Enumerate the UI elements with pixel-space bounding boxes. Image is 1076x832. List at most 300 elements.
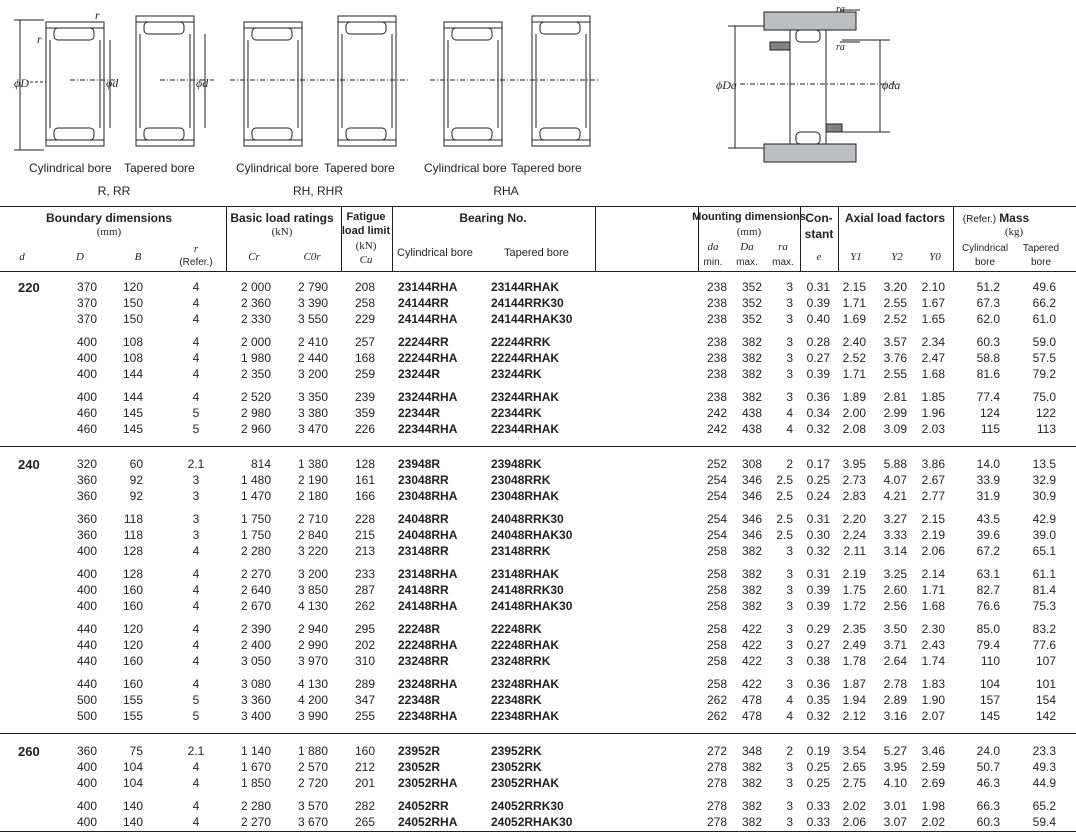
table-cell: 347 [354,693,375,707]
table-cell: 2.65 [842,760,866,774]
table-cell: 1.67 [921,296,945,310]
table-cell: 1 140 [240,744,271,758]
table-cell: 3 [786,799,793,813]
table-row [0,280,1076,296]
table-cell: 0.25 [806,760,830,774]
table-cell: 352 [741,312,762,326]
table-cell: 5 [192,693,200,707]
table-cell: 229 [354,312,375,326]
table-cell: 239 [354,390,375,404]
table-cell: 382 [741,390,762,404]
table-cell: 346 [741,528,762,542]
table-cell: 30.9 [1032,489,1056,503]
table-cell: 3 [192,489,200,503]
table-cell: 77.4 [976,390,1000,404]
header-y2: Y2 [891,251,903,263]
table-row-block [0,512,1076,560]
header-B: B [134,251,142,263]
table-row [0,776,1076,792]
table-cell: 76.6 [976,599,1000,613]
bearing-tapered-r-icon [136,16,194,146]
table-cell: 2.60 [883,583,907,597]
table-cell: 3.76 [883,351,907,365]
table-cell: 254 [706,489,727,503]
table-cell: 2.81 [883,390,907,404]
table-cell: 3 [786,622,793,636]
table-cell: 422 [741,622,762,636]
table-cell: 422 [741,638,762,652]
caption-tapered-1: Tapered bore [124,161,195,175]
label-r-top: r [95,8,100,22]
table-cell: 5 [192,422,200,436]
table-cell: 2.43 [921,638,945,652]
table-cell: 77.6 [1032,638,1056,652]
table-cell: 382 [741,776,762,790]
header-fatigue-1: Fatigue [346,211,386,223]
bearing-drawings [0,0,1076,206]
table-header [0,206,1076,272]
table-row [0,677,1076,693]
table-row [0,296,1076,312]
table-row-block [0,567,1076,615]
table-row [0,351,1076,367]
table-cell: 1.75 [842,583,866,597]
table-cell: 2.03 [921,422,945,436]
header-axial-load: Axial load factors [844,211,946,225]
table-cell: 23952RK [491,744,542,758]
table-cell: 166 [354,489,375,503]
table-cell: 0.28 [806,335,830,349]
table-cell: 346 [741,512,762,526]
table-cell: 352 [741,296,762,310]
table-cell: 258 [706,567,727,581]
table-row [0,654,1076,670]
table-cell: 359 [354,406,375,420]
table-cell: 278 [706,815,727,829]
table-cell: 2 410 [297,335,328,349]
table-cell: 4 [786,693,793,707]
table-cell: 258 [706,599,727,613]
table-cell: 24052RR [398,799,449,813]
header-ra: ra [778,241,788,253]
table-cell: 24144RHA [398,312,458,326]
table-cell: 460 [76,422,97,436]
table-cell: 124 [979,406,1000,420]
table-cell: 2.52 [883,312,907,326]
table-cell: 208 [354,280,375,294]
label-shaft-diameter: ϕda [882,78,901,92]
table-cell: 1 380 [297,457,328,471]
bearing-cylindrical-rh-icon [244,22,302,146]
table-cell: 65.2 [1032,799,1056,813]
bearing-table [0,206,1076,832]
table-cell: 115 [980,422,1000,436]
table-cell: 3.86 [921,457,945,471]
table-cell: 1 880 [297,744,328,758]
table-cell: 2 000 [240,335,271,349]
table-cell: 258 [706,544,727,558]
table-cell: 160 [122,677,143,691]
table-cell: 400 [76,760,97,774]
table-cell: 59.4 [1032,815,1056,829]
table-cell: 238 [706,280,727,294]
table-cell: 0.25 [806,473,830,487]
table-cell: 287 [354,583,375,597]
table-cell: 92 [129,473,143,487]
table-cell: 1.65 [921,312,945,326]
table-cell: 4 [192,760,200,774]
table-cell: 308 [741,457,762,471]
table-cell: 23244RHA [398,390,458,404]
table-cell: 23052RK [491,760,542,774]
table-cell: 4 [192,390,200,404]
header-cor: C0r [303,251,321,263]
table-cell: 440 [76,638,97,652]
table-cell: 75 [129,744,143,758]
table-cell: 4.07 [883,473,907,487]
caption-type-rha: RHA [493,184,519,198]
table-cell: 60.3 [976,335,1000,349]
table-cell: 3.01 [883,799,907,813]
table-cell: 0.40 [806,312,830,326]
table-cell: 238 [706,351,727,365]
label-bore-diameter-tapered: ϕd [196,76,209,90]
table-row [0,312,1076,328]
table-cell: 23148RR [398,544,449,558]
header-r: r [193,243,199,255]
table-row [0,473,1076,489]
table-cell: 2.55 [883,296,907,310]
table-cell: 3 [786,776,793,790]
header-mounting-unit: (mm) [736,226,762,238]
table-cell: 22244RR [398,335,449,349]
table-cell: 140 [122,815,143,829]
table-cell: 13.5 [1032,457,1056,471]
table-cell: 254 [706,473,727,487]
table-cell: 3 850 [297,583,328,597]
table-cell: 1.68 [921,367,945,381]
table-cell: 128 [354,457,375,471]
table-cell: 400 [76,335,97,349]
table-cell: 2 990 [297,638,328,652]
label-ra-inner: ra [836,42,845,53]
table-cell: 3.46 [921,744,945,758]
table-cell: 110 [980,654,1000,668]
table-cell: 22344R [398,406,441,420]
table-cell: 2 440 [297,351,328,365]
table-cell: 51.2 [976,280,1000,294]
table-cell: 1.68 [921,599,945,613]
table-cell: 0.34 [806,406,830,420]
table-cell: 2 390 [240,622,271,636]
table-cell: 23048RHAK [491,489,560,503]
table-cell: 160 [122,599,143,613]
bearing-tapered-rh-icon [338,16,396,146]
table-cell: 2.06 [842,815,866,829]
table-cell: 0.35 [806,693,830,707]
table-cell: 22248RHA [398,638,458,652]
table-cell: 3 [786,815,793,829]
table-cell: 258 [706,677,727,691]
table-cell: 59.0 [1032,335,1056,349]
table-cell: 4.21 [883,489,907,503]
table-cell: 262 [354,599,375,613]
table-cell: 33.9 [976,473,1000,487]
table-cell: 113 [1036,422,1056,436]
table-cell: 142 [1035,709,1056,723]
table-cell: 4 [192,296,200,310]
header-cu: Cu [359,254,373,266]
table-cell: 2.5 [776,512,793,526]
label-ra-top: ra [836,4,845,15]
table-cell: 120 [122,622,143,636]
table-cell: 4 [192,335,200,349]
table-cell: 3.71 [883,638,907,652]
table-cell: 3 [786,280,793,294]
table-row [0,693,1076,709]
table-cell: 24148RHA [398,599,458,613]
table-cell: 262 [706,693,727,707]
table-cell: 3 470 [297,422,328,436]
header-mounting: Mounting dimensions [692,211,806,223]
caption-type-r-rr: R, RR [97,184,131,198]
table-cell: 2 640 [240,583,271,597]
table-cell: 2 330 [240,312,271,326]
table-cell: 382 [741,335,762,349]
table-cell: 1 750 [240,512,271,526]
table-cell: 24.0 [976,744,1000,758]
table-cell: 2.47 [921,351,945,365]
table-cell: 360 [76,473,97,487]
table-cell: 1.96 [921,406,945,420]
table-cell: 1 850 [240,776,271,790]
table-cell: 23248RHAK [491,677,560,691]
table-cell: 2 840 [297,528,328,542]
header-D: D [76,251,84,263]
table-cell: 1.71 [921,583,945,597]
table-cell: 3 [192,528,200,542]
table-cell: 228 [354,512,375,526]
table-cell: 400 [76,567,97,581]
table-cell: 3 550 [297,312,328,326]
table-cell: 1.89 [842,390,866,404]
table-cell: 2.24 [842,528,866,542]
table-cell: 3 [786,677,793,691]
header-min: min. [703,257,723,268]
table-cell: 155 [122,709,143,723]
header-boundary-unit: (mm) [96,226,122,238]
table-cell: 370 [76,296,97,310]
table-cell: 66.3 [976,799,1000,813]
table-cell: 22248RHAK [491,638,560,652]
table-cell: 1.94 [842,693,866,707]
header-mass-refer: (Refer.) [962,214,997,225]
table-cell: 0.36 [806,390,830,404]
table-cell: 2.67 [921,473,945,487]
table-cell: 238 [706,367,727,381]
table-cell: 257 [354,335,375,349]
table-cell: 3 [786,567,793,581]
table-cell: 226 [354,422,375,436]
table-cell: 400 [76,815,97,829]
table-row-block [0,390,1076,438]
table-cell: 4 [192,567,200,581]
table-cell: 23148RHAK [491,567,560,581]
table-cell: 4 [192,799,200,813]
table-cell: 2.89 [883,693,907,707]
table-cell: 400 [76,583,97,597]
table-cell: 2.02 [842,799,866,813]
table-cell: 42.9 [1032,512,1056,526]
table-cell: 2 720 [297,776,328,790]
table-row [0,760,1076,776]
table-cell: 440 [76,654,97,668]
table-cell: 118 [123,512,143,526]
table-cell: 128 [122,567,143,581]
table-cell: 79.4 [976,638,1000,652]
header-max-Da: max. [736,257,758,268]
table-row [0,799,1076,815]
table-cell: 24052RHAK30 [491,815,573,829]
table-cell: 238 [706,390,727,404]
table-cell: 400 [76,367,97,381]
table-cell: 2.83 [842,489,866,503]
table-cell: 5.27 [883,744,907,758]
table-row [0,622,1076,638]
table-cell: 0.19 [806,744,830,758]
table-cell: 3 [786,638,793,652]
caption-cylindrical-2: Cylindrical bore [236,161,319,175]
table-cell: 4 130 [297,677,328,691]
header-basic-unit: (kN) [271,226,293,238]
table-cell: 360 [76,528,97,542]
table-cell: 370 [76,312,97,326]
header-y0: Y0 [929,251,941,263]
table-cell: 2.06 [921,544,945,558]
table-cell: 259 [354,367,375,381]
table-cell: 2.02 [921,815,945,829]
table-cell: 4 [786,406,793,420]
table-cell: 22244RHA [398,351,458,365]
table-cell: 2.19 [842,567,866,581]
table-cell: 254 [706,512,727,526]
table-cell: 3 [786,335,793,349]
caption-tapered-3: Tapered bore [511,161,582,175]
table-cell: 1.78 [842,654,866,668]
header-mass: Mass [999,211,1030,225]
table-cell: 23148RHA [398,567,458,581]
table-cell: 22348RK [491,693,542,707]
caption-type-rh-rhr: RH, RHR [293,184,343,198]
table-cell: 0.32 [806,709,830,723]
table-cell: 2 790 [297,280,328,294]
table-cell: 4 130 [297,599,328,613]
header-y1: Y1 [850,251,862,263]
table-cell: 24052RRK30 [491,799,564,813]
table-cell: 67.2 [976,544,1000,558]
table-cell: 46.3 [976,776,1000,790]
table-cell: 258 [706,654,727,668]
table-cell: 82.7 [976,583,1000,597]
table-cell: 2.77 [921,489,945,503]
table-cell: 3 050 [240,654,271,668]
table-cell: 258 [706,583,727,597]
table-row [0,512,1076,528]
header-constant-1: Con- [805,211,833,225]
table-cell: 2.20 [842,512,866,526]
table-cell: 400 [76,544,97,558]
table-row-block [0,457,1076,505]
table-cell: 360 [76,489,97,503]
table-row [0,583,1076,599]
table-cell: 92 [129,489,143,503]
table-cell: 3 200 [297,367,328,381]
table-cell: 3 [786,390,793,404]
table-cell: 3 [786,760,793,774]
table-cell: 382 [741,815,762,829]
table-cell: 3.95 [842,457,866,471]
bearing-cylindrical-rha-icon [444,22,502,146]
table-cell: 2.55 [883,367,907,381]
label-r-side: r [37,32,42,46]
bearing-cylindrical-r-icon [46,22,104,146]
table-cell: 382 [741,544,762,558]
table-cell: 22244RHAK [491,351,560,365]
table-cell: 400 [76,776,97,790]
table-cell: 4 [192,583,200,597]
table-cell: 238 [706,296,727,310]
table-cell: 4 200 [297,693,328,707]
table-cell: 4 [192,312,200,326]
table-cell: 3 670 [297,815,328,829]
table-cell: 2 270 [240,815,271,829]
table-cell: 2.5 [776,473,793,487]
table-cell: 1 750 [240,528,271,542]
table-cell: 65.1 [1032,544,1056,558]
table-cell: 24048RRK30 [491,512,564,526]
table-cell: 3.33 [883,528,907,542]
table-cell: 3.50 [883,622,907,636]
table-cell: 155 [122,693,143,707]
table-cell: 39.0 [1032,528,1056,542]
table-row [0,489,1076,505]
table-cell: 4.10 [883,776,907,790]
table-cell: 2.14 [921,567,945,581]
table-cell: 161 [354,473,375,487]
table-cell: 160 [122,583,143,597]
table-cell: 0.32 [806,422,830,436]
table-row [0,457,1076,473]
table-cell: 61.1 [1032,567,1056,581]
table-cell: 500 [76,693,97,707]
table-cell: 3 [786,544,793,558]
table-row-block [0,335,1076,383]
table-cell: 382 [741,351,762,365]
table-row [0,422,1076,438]
table-cell: 0.29 [806,622,830,636]
label-housing-diameter: ϕDa [716,78,737,92]
table-cell: 438 [741,406,762,420]
table-cell: 2.78 [883,677,907,691]
table-cell: 23952R [398,744,441,758]
table-cell: 24148RHAK30 [491,599,573,613]
table-cell: 2 270 [240,567,271,581]
table-cell: 120 [122,280,143,294]
table-cell: 3 570 [297,799,328,813]
table-cell: 5 [192,406,200,420]
table-cell: 4 [192,622,200,636]
table-cell: 23248RHA [398,677,458,691]
